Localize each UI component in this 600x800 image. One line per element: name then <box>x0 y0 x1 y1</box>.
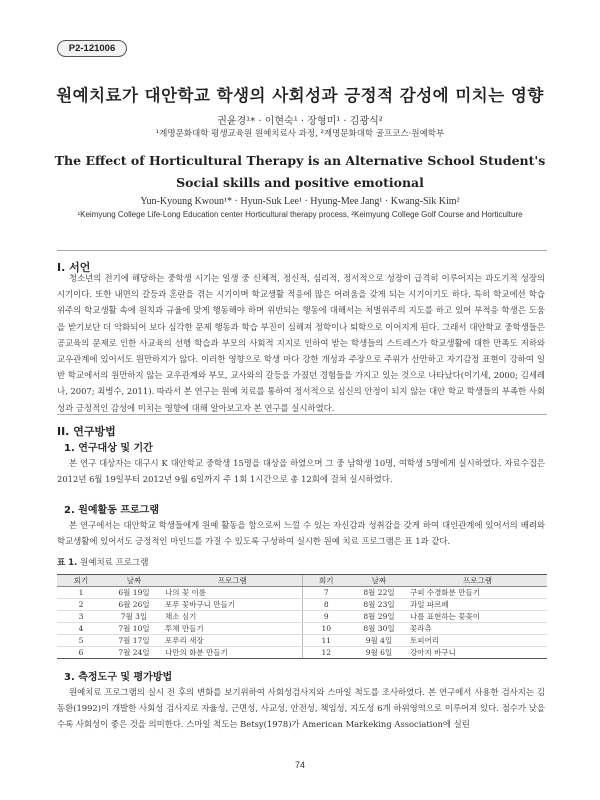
date-cell: 7월 24일 <box>105 647 163 659</box>
english-affiliations: ¹Keimyung College Life-Long Education center Horticultural therapy process, ²Keimyung College Golf Course and Horticulture <box>77 210 523 219</box>
program-cell: 포푸 꽃바구니 만들기 <box>163 599 302 611</box>
table-header-row <box>57 575 547 587</box>
paper-code-badge: P2-121006 <box>57 40 127 57</box>
session-cell: 3 <box>57 611 105 623</box>
session-cell: 6 <box>57 647 105 659</box>
session-cell: 1 <box>57 587 105 599</box>
table-row <box>57 599 547 611</box>
session-cell: 2 <box>57 599 105 611</box>
measurement-paragraph: 원예치료 프로그램의 실시 전 후의 변화를 보기위하여 사회성검사지와 스마일 척도를 조사하였다. 본 연구에서 사용한 검사지는 김동환(1992)이 개발한 사회성 검사지로 자율성, 근면성, 사교성, 안전성, 책임성, 지도성 6개 하위영역으로 이루어져 있다. 점수가 낮을수록 사회성이 좋은 것을 의미한다. 스마일 척도는 Betsy(1978)가 American Markeking Association에 실린 <box>57 687 545 730</box>
table-row <box>57 623 547 635</box>
date-cell: 7월 17일 <box>105 635 163 647</box>
session-cell: 12 <box>302 647 350 659</box>
date-cell: 8월 30일 <box>350 623 408 635</box>
date-cell: 8월 22일 <box>350 587 408 599</box>
session-cell: 7 <box>302 587 350 599</box>
introduction-paragraph: 청소년의 전기에 해당하는 중학생 시기는 일생 중 신체적, 정신적, 심리적, 정서적으로 성장이 급격히 이루어지는 과도기적 성장의 시기이다. 또한 내면의 갈등과 혼란을 겪는 시기이며 학교생활 적응에 많은 어려움을 갖게 되는 시기이기도 하다. 특히 학교에선 학습 위주의 학교생활 속에 원칙과 규율에 맞게 행동해야 하며 위반되는 행동에 대해서는 처벌위주의 지도를 하고 있어 부적응 학생은 도움을 받기보단 더 악화되어 보다 심각한 문제 행동과 학습 부진이 심해져 정학이나 퇴학으로 이어지게 된다. 그래서 대안학교 중학생들은 공교육의 문제로 인한 사교육의 선행 학습과 부모의 사회적 지지로 인하여 받는 학생들의 스트레스가 학교생활에 대한 만족도 저하와 교우관계에 있어서도 원만하지가 않다. 이러한 영향으로 학생 마다 강한 개성과 주장으로 주위가 산만하고 자기감정 표현이 강하여 일반 학교에서의 원만하지 않는 교우관계와 부모, 교사와의 갈등을 가졌던 경험들을 가지고 있는 것으로 나타났다(이기세, 2000; 김세레나, 2007; 최병수, 2011). 따라서 본 연구는 원예 치료를 통하여 정서적으로 심신의 안정이 되지 않는 대안 학교 학생들의 부족한 사회성과 긍정적인 감성에 미치는 영향에 대해 알아보고자 본 연구를 실시하였다. <box>57 273 545 413</box>
header-date: 날짜 <box>105 575 163 587</box>
program-cell: 토피어리 <box>408 635 547 647</box>
section-heading-introduction: I. 서언 <box>57 250 547 275</box>
table-caption-text: 원예치료 프로그램 <box>80 558 149 568</box>
english-authors: Yun-Kyoung Kwoun¹* · Hyun-Suk Lee¹ · Hyung-Mee Jang¹ · Kwang-Sik Kim² <box>140 196 460 207</box>
program-cell: 꽃라츄 <box>408 623 547 635</box>
subsection-heading-program: 2. 원예활동 프로그램 <box>64 505 159 516</box>
english-title-line2: Social skills and positive emotional <box>176 175 424 190</box>
date-cell: 7월 10일 <box>105 623 163 635</box>
session-cell: 11 <box>302 635 350 647</box>
table-caption-label: 표 1. <box>57 558 78 568</box>
table-caption <box>57 556 148 568</box>
header-program: 프로그램 <box>408 575 547 587</box>
date-cell: 6월 26일 <box>105 599 163 611</box>
program-cell: 나를 표현하는 꽃꽂이 <box>408 611 547 623</box>
date-cell: 9월 4일 <box>350 635 408 647</box>
subjects-paragraph: 본 연구 대상자는 대구시 K 대안학교 중학생 15명을 대상을 하였으며 그 중 남학생 10명, 여학생 5명에게 실시하였다. 자료수집은 2012년 6월 19일부터 2012년 9월 6일까지 주 1회 1시간으로 총 12회에 걸쳐 실시하였다. <box>57 458 545 485</box>
subsection-heading-measurement: 3. 측정도구 및 평가방법 <box>64 672 173 683</box>
program-table <box>57 574 547 659</box>
header-session: 회기 <box>57 575 105 587</box>
english-title-line1: The Effect of Horticultural Therapy is an Alternative School Student's <box>54 153 546 168</box>
header-program: 프로그램 <box>163 575 302 587</box>
table-row <box>57 647 547 659</box>
header-session: 회기 <box>302 575 350 587</box>
english-title <box>40 150 560 194</box>
table-row <box>57 587 547 599</box>
subsection-heading-subjects: 1. 연구대상 및 기간 <box>64 443 153 454</box>
page-number: 74 <box>294 760 305 770</box>
header-date: 날짜 <box>350 575 408 587</box>
table-row <box>57 611 547 623</box>
session-cell: 9 <box>302 611 350 623</box>
session-cell: 5 <box>57 635 105 647</box>
date-cell: 9월 6일 <box>350 647 408 659</box>
program-cell: 채소 심기 <box>163 611 302 623</box>
date-cell: 7월 3일 <box>105 611 163 623</box>
program-cell: 나만의 화분 만들기 <box>163 647 302 659</box>
korean-authors: 권윤경¹* · 이현숙¹ · 장형미¹ · 김광식² <box>217 116 383 127</box>
program-paragraph: 본 연구에서는 대안학교 학생들에게 원예 활동을 함으로써 느낄 수 있는 자신감과 성취감을 갖게 하여 대인관계에 있어서의 배려와 학교생활에 있어서도 긍정적인 마인드를 가질 수 있도록 구성하여 실시한 원예 치료 프로그램은 표 1과 같다. <box>57 520 545 547</box>
program-cell: 과일 파르페 <box>408 599 547 611</box>
program-cell: 포푸리 새장 <box>163 635 302 647</box>
session-cell: 4 <box>57 623 105 635</box>
session-cell: 10 <box>302 623 350 635</box>
section-heading-methods: II. 연구방법 <box>57 414 547 439</box>
table-row <box>57 635 547 647</box>
date-cell: 8월 23일 <box>350 599 408 611</box>
korean-affiliations: ¹계명문화대학 평생교육원 원예치료사 과정, ²계명문화대학 골프코스·원예학부 <box>155 129 445 139</box>
program-cell: 구피 수경화분 만들기 <box>408 587 547 599</box>
program-cell: 투채 만들기 <box>163 623 302 635</box>
program-cell: 나의 꽃 이름 <box>163 587 302 599</box>
date-cell: 6월 19일 <box>105 587 163 599</box>
session-cell: 8 <box>302 599 350 611</box>
program-cell: 강아지 바구니 <box>408 647 547 659</box>
korean-title: 원예치료가 대안학교 학생의 사회성과 긍정적 감성에 미치는 영향 <box>56 86 544 105</box>
date-cell: 8월 29일 <box>350 611 408 623</box>
